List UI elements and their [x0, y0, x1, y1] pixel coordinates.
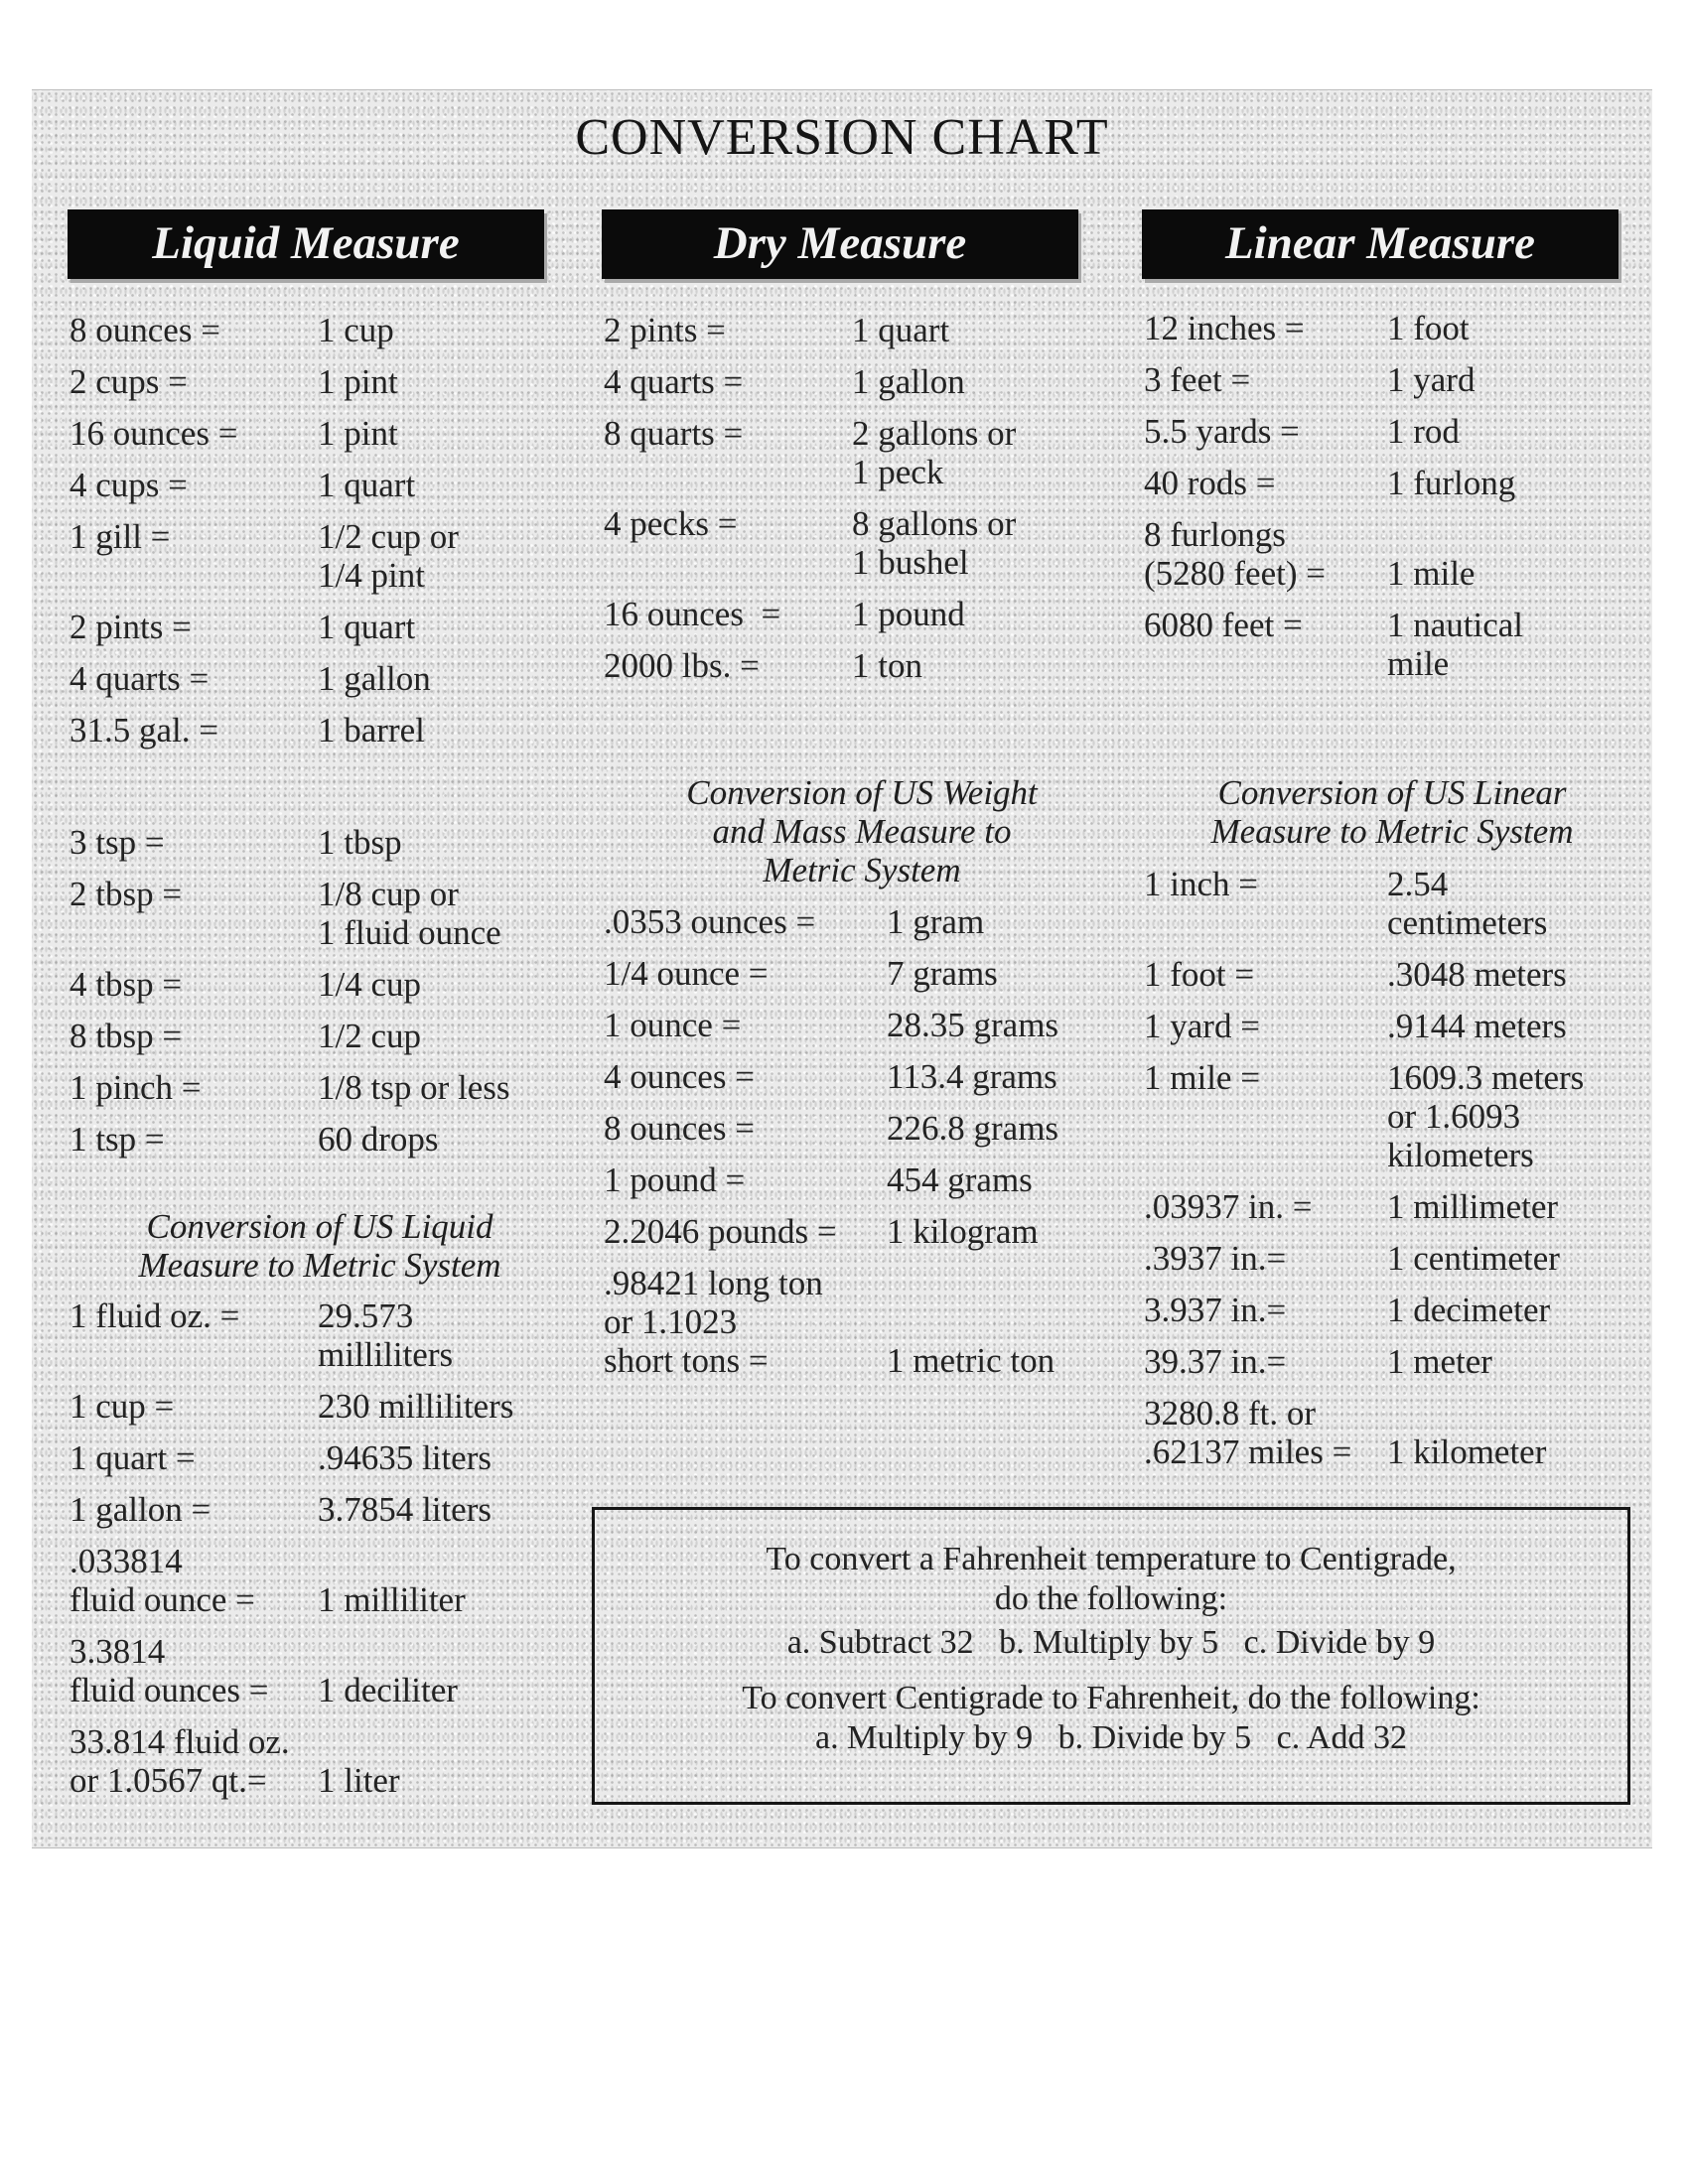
- conversion-from: 2 tbsp =: [70, 875, 183, 913]
- conversion-row: [70, 659, 459, 698]
- conversion-to: 28.35 grams: [887, 1006, 1059, 1044]
- conversion-to: 1 liter: [318, 1761, 400, 1800]
- conversion-from: 1 gill =: [70, 517, 171, 556]
- conversion-to: 1 pint: [318, 362, 398, 401]
- conversion-to: 1 mile: [1387, 554, 1476, 593]
- conversion-to: 1 pound: [852, 595, 965, 633]
- conversion-to: 1 pint: [318, 414, 398, 453]
- conversion-row: [604, 362, 1016, 401]
- dry-measure-header: Dry Measure: [602, 209, 1078, 279]
- conversion-row: [70, 1068, 509, 1107]
- conversion-row: [1144, 309, 1523, 347]
- conversion-row: [70, 1722, 513, 1800]
- conversion-to: 1 barrel: [318, 711, 425, 750]
- conversion-from: 1 mile =: [1144, 1058, 1260, 1097]
- conversion-from: 8 furlongs (5280 feet) =: [1144, 515, 1326, 593]
- conversion-row: [1144, 955, 1584, 994]
- conversion-from: 8 tbsp =: [70, 1017, 183, 1055]
- liquid-measure-list: [70, 311, 459, 762]
- conversion-from: 4 cups =: [70, 466, 188, 504]
- conversion-to: 1 yard: [1387, 360, 1476, 399]
- conversion-row: [70, 414, 459, 453]
- conversion-chart: [32, 89, 1652, 1848]
- conversion-to: 1 quart: [318, 608, 416, 646]
- linear-metric-list: [1144, 865, 1584, 1484]
- liquid-metric-heading: Conversion of US Liquid Measure to Metric System: [138, 1207, 501, 1285]
- conversion-row: [70, 466, 459, 504]
- conversion-row: [1144, 1291, 1584, 1329]
- conversion-row: [1144, 1058, 1584, 1174]
- conversion-to: 1 milliliter: [318, 1580, 466, 1619]
- f-to-c-steps: a. Subtract 32 b. Multiply by 5 c. Divide by 9: [786, 1624, 1436, 1661]
- conversion-to: 1 decimeter: [1387, 1291, 1551, 1329]
- conversion-from: 2 pints =: [70, 608, 192, 646]
- conversion-to: 1 meter: [1387, 1342, 1492, 1381]
- conversion-to: 230 milliliters: [318, 1387, 514, 1426]
- conversion-row: [70, 1297, 513, 1374]
- conversion-from: 33.814 fluid oz. or 1.0567 qt.=: [70, 1722, 290, 1800]
- conversion-row: [604, 1264, 1058, 1380]
- conversion-row: [70, 823, 509, 862]
- conversion-from: 1 foot =: [1144, 955, 1255, 994]
- conversion-to: 1 centimeter: [1387, 1239, 1560, 1278]
- conversion-row: [70, 1490, 513, 1529]
- conversion-from: 1 cup =: [70, 1387, 175, 1426]
- conversion-row: [1144, 1239, 1584, 1278]
- conversion-from: 4 quarts =: [70, 659, 210, 698]
- conversion-from: 4 pecks =: [604, 504, 738, 543]
- conversion-from: 3.3814 fluid ounces =: [70, 1632, 269, 1709]
- f-to-c-line2: do the following:: [994, 1580, 1228, 1617]
- conversion-from: .033814 fluid ounce =: [70, 1542, 255, 1619]
- conversion-row: [1144, 606, 1523, 683]
- conversion-row: [604, 504, 1016, 582]
- conversion-from: 1/4 ounce =: [604, 954, 769, 993]
- f-to-c-line1: To convert a Fahrenheit temperature to Centigrade,: [766, 1541, 1457, 1577]
- conversion-to: 1 kilometer: [1387, 1433, 1547, 1471]
- conversion-to: 1609.3 meters or 1.6093 kilometers: [1387, 1058, 1585, 1174]
- conversion-to: 1/2 cup or 1/4 pint: [318, 517, 459, 595]
- conversion-to: 1 furlong: [1387, 464, 1516, 502]
- conversion-from: 4 quarts =: [604, 362, 744, 401]
- conversion-to: 1/4 cup: [318, 965, 422, 1004]
- liquid-measure-header: Liquid Measure: [68, 209, 544, 279]
- conversion-from: 8 quarts =: [604, 414, 744, 453]
- conversion-from: .03937 in. =: [1144, 1187, 1313, 1226]
- temperature-conversion-box: [592, 1507, 1630, 1805]
- conversion-to: 1 quart: [318, 466, 416, 504]
- conversion-to: 1 foot: [1387, 309, 1470, 347]
- conversion-from: 1 quart =: [70, 1438, 196, 1477]
- conversion-from: 16 ounces =: [70, 414, 238, 453]
- conversion-to: .9144 meters: [1387, 1007, 1567, 1045]
- conversion-to: 1 tbsp: [318, 823, 402, 862]
- conversion-from: 2 pints =: [604, 311, 726, 349]
- conversion-row: [604, 595, 1016, 633]
- conversion-to: 1 rod: [1387, 412, 1460, 451]
- spoon-measure-list: [70, 823, 509, 1171]
- conversion-row: [604, 902, 1058, 941]
- conversion-from: 16 ounces =: [604, 595, 781, 633]
- conversion-row: [70, 875, 509, 952]
- conversion-to: 7 grams: [887, 954, 998, 993]
- conversion-from: 6080 feet =: [1144, 606, 1303, 644]
- weight-metric-heading: Conversion of US Weight and Mass Measure to Metric System: [686, 773, 1038, 889]
- conversion-from: 1 pound =: [604, 1160, 746, 1199]
- conversion-from: .98421 long ton or 1.1023 short tons =: [604, 1264, 823, 1380]
- conversion-row: [1144, 865, 1584, 942]
- conversion-row: [70, 1438, 513, 1477]
- conversion-row: [70, 311, 459, 349]
- conversion-from: 5.5 yards =: [1144, 412, 1300, 451]
- conversion-from: 1 ounce =: [604, 1006, 742, 1044]
- conversion-row: [1144, 1394, 1584, 1471]
- conversion-row: [70, 1120, 509, 1159]
- conversion-from: 2 cups =: [70, 362, 188, 401]
- conversion-from: 3 feet =: [1144, 360, 1251, 399]
- conversion-row: [70, 362, 459, 401]
- conversion-to: 1/8 tsp or less: [318, 1068, 510, 1107]
- conversion-from: 1 tsp =: [70, 1120, 165, 1159]
- conversion-from: 1 fluid oz. =: [70, 1297, 240, 1335]
- conversion-to: 1 gram: [887, 902, 985, 941]
- conversion-from: 3.937 in.=: [1144, 1291, 1287, 1329]
- conversion-from: 4 ounces =: [604, 1057, 755, 1096]
- conversion-row: [604, 1006, 1058, 1044]
- conversion-row: [70, 1542, 513, 1619]
- conversion-row: [70, 1632, 513, 1709]
- conversion-to: 2 gallons or 1 peck: [852, 414, 1017, 491]
- conversion-to: 1 millimeter: [1387, 1187, 1559, 1226]
- conversion-row: [70, 608, 459, 646]
- conversion-to: 113.4 grams: [887, 1057, 1057, 1096]
- conversion-to: 1 gallon: [318, 659, 431, 698]
- linear-measure-header: Linear Measure: [1142, 209, 1618, 279]
- conversion-row: [1144, 1007, 1584, 1045]
- conversion-to: 1 metric ton: [887, 1341, 1055, 1380]
- conversion-to: 454 grams: [887, 1160, 1033, 1199]
- chart-title: CONVERSION CHART: [575, 109, 1109, 166]
- conversion-row: [1144, 464, 1523, 502]
- conversion-from: 31.5 gal. =: [70, 711, 218, 750]
- conversion-to: 1/8 cup or 1 fluid ounce: [318, 875, 501, 952]
- conversion-to: 1 gallon: [852, 362, 965, 401]
- conversion-to: 1 deciliter: [318, 1671, 458, 1709]
- conversion-from: .0353 ounces =: [604, 902, 816, 941]
- conversion-from: 2000 lbs. =: [604, 646, 760, 685]
- conversion-from: 4 tbsp =: [70, 965, 183, 1004]
- conversion-row: [604, 414, 1016, 491]
- conversion-row: [604, 954, 1058, 993]
- conversion-from: 3 tsp =: [70, 823, 165, 862]
- conversion-to: 1 kilogram: [887, 1212, 1039, 1251]
- conversion-to: .3048 meters: [1387, 955, 1567, 994]
- conversion-from: 3280.8 ft. or .62137 miles =: [1144, 1394, 1352, 1471]
- conversion-from: 1 inch =: [1144, 865, 1258, 903]
- conversion-row: [604, 1057, 1058, 1096]
- weight-metric-list: [604, 902, 1058, 1393]
- liquid-metric-list: [70, 1297, 513, 1813]
- conversion-to: 1 nautical mile: [1387, 606, 1524, 683]
- conversion-row: [70, 1387, 513, 1426]
- conversion-from: 40 rods =: [1144, 464, 1276, 502]
- conversion-from: 12 inches =: [1144, 309, 1305, 347]
- conversion-row: [1144, 360, 1523, 399]
- conversion-from: 2.2046 pounds =: [604, 1212, 837, 1251]
- conversion-from: 1 gallon =: [70, 1490, 211, 1529]
- conversion-to: 29.573 milliliters: [318, 1297, 454, 1374]
- c-to-f-steps: a. Multiply by 9 b. Divide by 5 c. Add 32: [815, 1719, 1407, 1756]
- conversion-row: [604, 311, 1016, 349]
- conversion-to: 1 quart: [852, 311, 950, 349]
- conversion-to: 60 drops: [318, 1120, 439, 1159]
- conversion-to: 3.7854 liters: [318, 1490, 492, 1529]
- conversion-row: [70, 711, 459, 750]
- conversion-row: [1144, 1187, 1584, 1226]
- conversion-to: 8 gallons or 1 bushel: [852, 504, 1017, 582]
- conversion-from: 8 ounces =: [604, 1109, 755, 1148]
- conversion-row: [70, 965, 509, 1004]
- dry-measure-list: [604, 311, 1016, 698]
- c-to-f-line1: To convert Centigrade to Fahrenheit, do the following:: [742, 1680, 1480, 1716]
- conversion-from: .3937 in.=: [1144, 1239, 1287, 1278]
- conversion-row: [604, 1212, 1058, 1251]
- conversion-row: [70, 1017, 509, 1055]
- linear-measure-list: [1144, 309, 1523, 696]
- conversion-from: 8 ounces =: [70, 311, 220, 349]
- conversion-row: [70, 517, 459, 595]
- conversion-row: [1144, 412, 1523, 451]
- conversion-row: [1144, 515, 1523, 593]
- conversion-to: .94635 liters: [318, 1438, 492, 1477]
- conversion-from: 1 pinch =: [70, 1068, 202, 1107]
- conversion-row: [604, 1109, 1058, 1148]
- conversion-row: [604, 646, 1016, 685]
- linear-metric-heading: Conversion of US Linear Measure to Metric System: [1210, 773, 1574, 851]
- conversion-to: 1 ton: [852, 646, 922, 685]
- conversion-from: 1 yard =: [1144, 1007, 1260, 1045]
- conversion-to: 226.8 grams: [887, 1109, 1059, 1148]
- conversion-to: 2.54 centimeters: [1387, 865, 1548, 942]
- conversion-row: [1144, 1342, 1584, 1381]
- conversion-to: 1/2 cup: [318, 1017, 422, 1055]
- conversion-to: 1 cup: [318, 311, 394, 349]
- conversion-row: [604, 1160, 1058, 1199]
- conversion-from: 39.37 in.=: [1144, 1342, 1287, 1381]
